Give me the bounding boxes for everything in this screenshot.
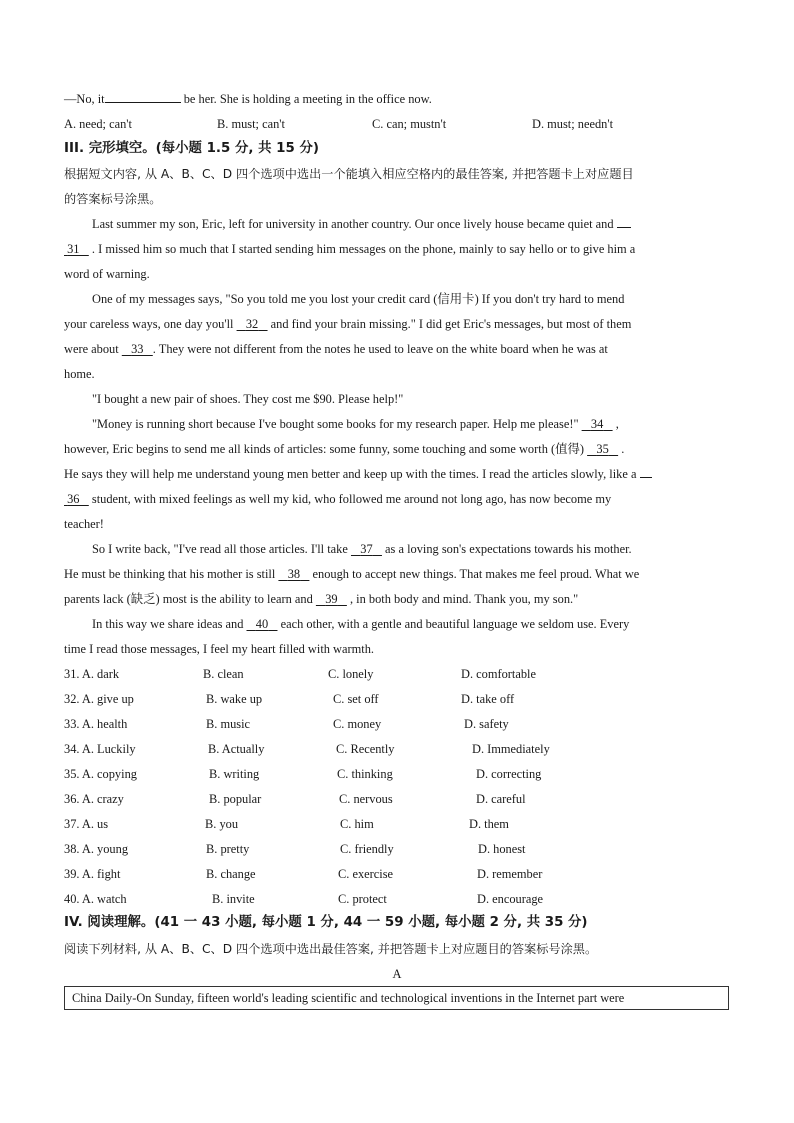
option[interactable]: 31. A. dark (64, 667, 120, 681)
prev-option-c: C. can; mustn't (372, 117, 447, 131)
option[interactable]: C. money (333, 717, 382, 731)
passage-line: your careless ways, one day you'll 32 and find your brain missing." I did get Eric's messages, but most of them (64, 317, 632, 331)
section-4-instruction: 阅读下列材料, 从 A、B、C、D 四个选项中选出最佳答案, 并把答题卡上对应题目的答案标号涂黑。 (64, 942, 598, 956)
option[interactable]: D. honest (478, 842, 526, 856)
blank-32: 32 (245, 317, 259, 331)
passage-line: 31 . I missed him so much that I started sending him messages on the phone, mainly to say hello or to give him a (64, 241, 635, 257)
passage-line: time I read those messages, I feel my heart filled with warmth. (64, 642, 375, 656)
passage-line: "Money is running short because I've bought some books for my research paper. Help me please!" 34 , (92, 417, 619, 431)
passage-line: He must be thinking that his mother is still 38 enough to accept new things. That makes me feel proud. What we (64, 567, 640, 581)
blank-36: 36 (67, 492, 80, 506)
option[interactable]: D. comfortable (461, 667, 537, 681)
passage-a-label: A (392, 967, 402, 981)
option[interactable]: B. change (206, 867, 256, 881)
option[interactable]: B. music (206, 717, 251, 731)
option[interactable]: 36. A. crazy (64, 792, 124, 806)
passage-line: Last summer my son, Eric, left for university in another country. Our once lively house became quiet and (92, 216, 631, 232)
option[interactable]: D. careful (476, 792, 526, 806)
option[interactable]: C. friendly (340, 842, 394, 856)
option[interactable]: 40. A. watch (64, 892, 127, 906)
option[interactable]: 35. A. copying (64, 767, 137, 781)
blank-39: 39 (325, 592, 338, 606)
passage-a-box (64, 986, 729, 1010)
option[interactable]: C. him (340, 817, 374, 831)
section-3-instruction-1: 根据短文内容, 从 A、B、C、D 四个选项中选出一个能填入相应空格内的最佳答案, 并把答题卡上对应题目 (64, 167, 634, 181)
passage-a-first-line: China Daily-On Sunday, fifteen world's leading scientific and technological inventions in the Internet part were (72, 991, 625, 1005)
section-3-title: III. 完形填空。(每小题 1.5 分, 共 15 分) (64, 141, 319, 156)
option[interactable]: D. them (469, 817, 509, 831)
passage-line: word of warning. (64, 267, 150, 281)
section-3-instruction-2: 的答案标号涂黑。 (64, 192, 162, 206)
prev-option-a: A. need; can't (64, 117, 132, 131)
option[interactable]: C. nervous (339, 792, 393, 806)
option[interactable]: C. set off (333, 692, 379, 706)
passage-line: parents lack (缺乏) most is the ability to learn and 39 , in both body and mind. Thank you, my son." (64, 592, 579, 606)
blank-40: 40 (255, 617, 269, 631)
passage-line: One of my messages says, "So you told me you lost your credit card (信用卡) If you don't try hard to mend (92, 292, 625, 306)
option[interactable]: C. Recently (336, 742, 395, 756)
option[interactable]: C. thinking (337, 767, 393, 781)
option[interactable]: C. exercise (338, 867, 394, 881)
option[interactable]: 33. A. health (64, 717, 128, 731)
option[interactable]: 39. A. fight (64, 867, 121, 881)
prev-option-b: B. must; can't (217, 117, 285, 131)
option[interactable]: B. popular (209, 792, 262, 806)
blank-36-lead (640, 466, 652, 478)
option[interactable]: C. lonely (328, 667, 374, 681)
passage-line: "I bought a new pair of shoes. They cost me $90. Please help!" (92, 392, 404, 406)
option[interactable]: B. writing (209, 767, 260, 781)
prev-option-d: D. must; needn't (532, 117, 614, 131)
option[interactable]: C. protect (338, 892, 387, 906)
blank-31-lead (617, 216, 631, 228)
option[interactable]: B. pretty (206, 842, 250, 856)
prev-question-line: —No, it be her. She is holding a meeting in the office now. (64, 92, 432, 106)
option[interactable]: D. take off (461, 692, 515, 706)
passage-line: however, Eric begins to send me all kinds of articles: some funny, some touching and some worth (值得) 35 . (64, 442, 625, 456)
passage-line: So I write back, "I've read all those articles. I'll take 37 as a loving son's expectations towards his mother. (92, 542, 632, 556)
option[interactable]: 32. A. give up (64, 692, 134, 706)
blank-37: 37 (360, 542, 373, 556)
answer-blank (105, 91, 181, 103)
option[interactable]: D. correcting (476, 767, 542, 781)
passage-line: He says they will help me understand young men better and keep up with the times. I read the articles slowly, like a (64, 466, 652, 482)
option[interactable]: B. invite (212, 892, 255, 906)
passage-line: In this way we share ideas and 40 each other, with a gentle and beautiful language we seldom use. Every (92, 617, 630, 631)
blank-33: 33 (131, 342, 144, 356)
option[interactable]: 34. A. Luckily (64, 742, 136, 756)
option[interactable]: B. wake up (206, 692, 263, 706)
option[interactable]: 38. A. young (64, 842, 129, 856)
blank-35: 35 (596, 442, 609, 456)
blank-31: 31 (67, 242, 80, 256)
option[interactable]: B. clean (203, 667, 244, 681)
option[interactable]: D. remember (477, 867, 543, 881)
passage-line: were about 33 . They were not different from the notes he used to leave on the white board when he was at (64, 342, 608, 356)
option[interactable]: D. safety (464, 717, 509, 731)
passage-line: teacher! (64, 517, 104, 531)
blank-38: 38 (287, 567, 301, 581)
option[interactable]: D. Immediately (472, 742, 550, 756)
option[interactable]: 37. A. us (64, 817, 109, 831)
option[interactable]: B. Actually (208, 742, 265, 756)
passage-line: home. (64, 367, 95, 381)
section-4-title: IV. 阅读理解。(41 一 43 小题, 每小题 1 分, 44 一 59 小题, 每小题 2 分, 共 35 分) (64, 915, 588, 930)
option[interactable]: B. you (205, 817, 239, 831)
passage-line: 36 student, with mixed feelings as well my kid, who followed me around not long ago, has now become my (64, 491, 611, 507)
option[interactable]: D. encourage (477, 892, 544, 906)
blank-34: 34 (590, 417, 604, 431)
